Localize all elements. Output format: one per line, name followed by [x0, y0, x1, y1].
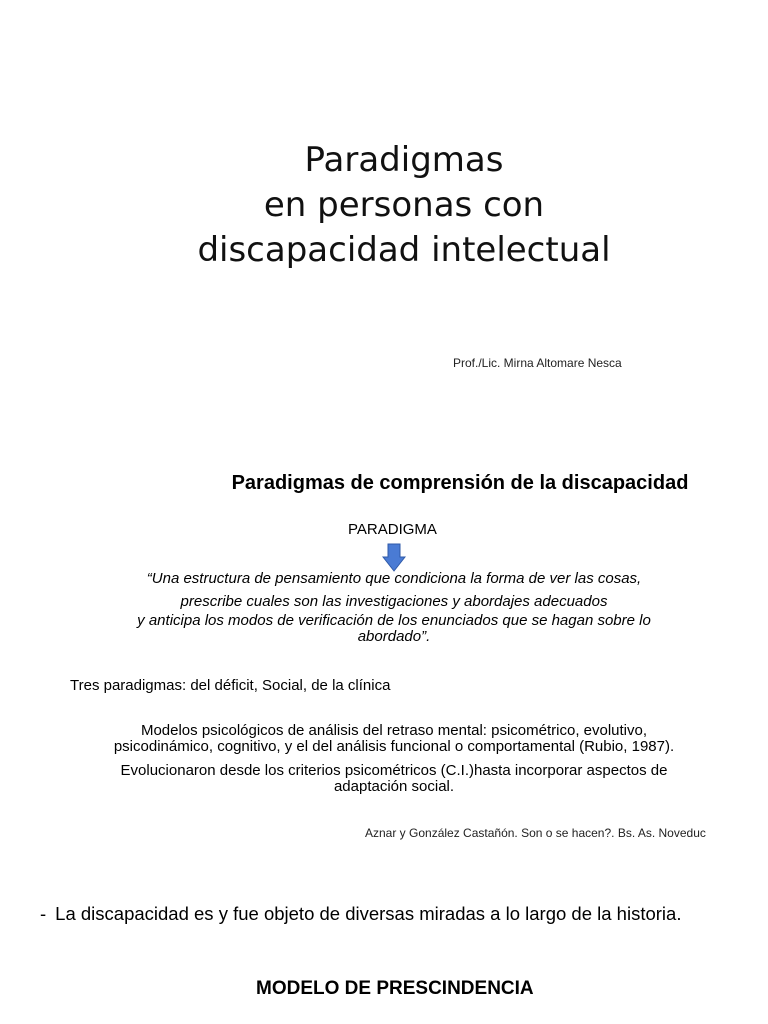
title-line-3: discapacidad intelectual — [197, 230, 611, 270]
title-line-1: Paradigmas — [304, 140, 504, 180]
bullet-item — [40, 903, 681, 925]
quote-line-4: abordado”. — [357, 628, 431, 645]
quote-line-1: “Una estructura de pensamiento que condiciona la forma de ver las cosas, — [146, 570, 642, 587]
bullet-marker: - — [40, 903, 47, 924]
tres-paradigmas-text: Tres paradigmas: del déficit, Social, de la clínica — [70, 677, 391, 694]
quote-line-3: y anticipa los modos de verificación de los enunciados que se hagan sobre lo — [137, 612, 651, 629]
citation: Aznar y González Castañón. Son o se hacen?. Bs. As. Noveduc — [365, 826, 706, 840]
section-heading-paradigmas: Paradigmas de comprensión de la discapacidad — [231, 472, 689, 494]
quote-line-2: prescribe cuales son las investigaciones y abordajes adecuados — [180, 593, 608, 610]
modelos-line-1: Modelos psicológicos de análisis del retraso mental: psicométrico, evolutivo, — [140, 722, 648, 739]
bullet-text: La discapacidad es y fue objeto de diversas miradas a lo largo de la historia. — [55, 903, 682, 924]
title-line-2: en personas con — [263, 185, 545, 225]
modelos-paragraph — [60, 723, 728, 795]
author-credit: Prof./Lic. Mirna Altomare Nesca — [453, 356, 622, 370]
slide-title — [84, 138, 724, 273]
modelos-line-2: psicodinámico, cognitivo, y el del análisis funcional o comportamental (Rubio, 1987). — [113, 738, 675, 755]
modelos-line-4: adaptación social. — [333, 778, 455, 795]
paradigma-label: PARADIGMA — [348, 521, 437, 538]
modelo-prescindencia-heading: MODELO DE PRESCINDENCIA — [256, 978, 534, 999]
modelos-line-3: Evolucionaron desde los criterios psicométricos (C.I.)hasta incorporar aspectos de — [120, 762, 668, 779]
paradigm-definition-quote — [80, 567, 708, 645]
